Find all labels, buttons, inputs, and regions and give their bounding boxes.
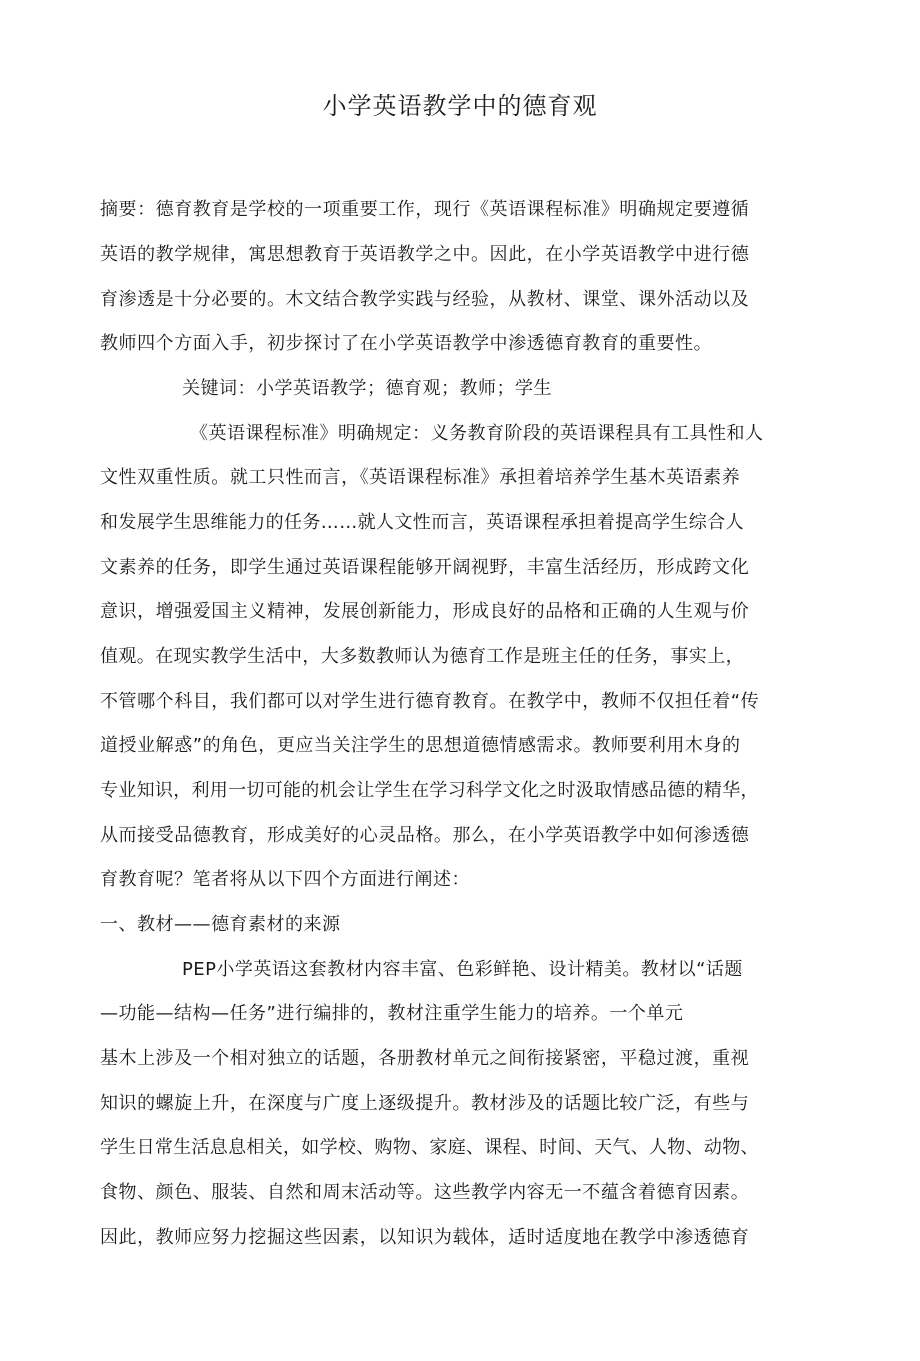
body-line-6: 值观。在现实教学生活中，大多数教师认为德育工作是班主任的任务，事实上，	[100, 646, 744, 667]
body-line-8: 道授业解惑”的角色，更应当关注学生的思想道德情感需求。教师要利用木身的	[100, 735, 741, 756]
body-line-5: 意识，增强爱国主义精神，发展创新能力，形成良好的品格和正确的人生观与价	[100, 601, 750, 622]
abstract-line-4: 教师四个方面入手，初步探讨了在小学英语教学中渗透德育教育的重要性。	[100, 333, 713, 354]
body-line-1: 《英语课程标准》明确规定：义务教育阶段的英语课程具有工具性和人	[190, 423, 764, 444]
body-line-10: 从而接受品德教育，形成美好的心灵品格。那么，在小学英语教学中如何渗透德	[100, 825, 750, 846]
section-line-4: 知识的螺旋上升，在深度与广度上逐级提升。教材涉及的话题比较广泛，有些与	[100, 1093, 750, 1114]
body-line-2: 文性双重性质。就工只性而言，《英语课程标准》承担着培养学生基木英语素养	[100, 467, 741, 488]
body-line-11: 育教育呢？笔者将从以下四个方面进行阐述：	[100, 869, 470, 890]
section-line-1: PEP小学英语这套教材内容丰富、色彩鲜艳、设计精美。教材以“话题	[182, 959, 743, 980]
body-line-9: 专业知识，利用一切可能的机会让学生在学习科学文化之时汲取情感品德的精华，	[100, 780, 759, 801]
section-heading-1: 一、教材——德育素材的来源	[100, 914, 341, 935]
body-line-7: 不管哪个科目，我们都可以对学生进行德育教育。在教学中，教师不仅担任着“传	[100, 691, 760, 712]
section-line-7: 因此，教师应努力挖掘这些因素，以知识为载体，适时适度地在教学中渗透德育	[100, 1227, 750, 1248]
abstract-line-1: 摘要：德育教育是学校的一项重要工作，现行《英语课程标准》明确规定要遵循	[100, 199, 750, 220]
body-line-3: 和发展学生思维能力的任务……就人文性而言，英语课程承担着提高学生综合人	[100, 512, 744, 533]
section-line-3: 基木上涉及一个相对独立的话题，各册教材单元之间衔接紧密，平稳过渡，重视	[100, 1048, 750, 1069]
keywords-line: 关键词：小学英语教学；德育观；教师；学生	[182, 378, 552, 399]
body-line-4: 文素养的任务，即学生通过英语课程能够开阔视野，丰富生活经历，形成跨文化	[100, 557, 750, 578]
document-title: 小学英语教学中的德育观	[322, 92, 598, 120]
abstract-line-2: 英语的教学规律，寓思想教育于英语教学之中。因此，在小学英语教学中进行德	[100, 244, 750, 265]
section-line-5: 学生日常生活息息相关，如学校、购物、家庭、课程、时间、天气、人物、动物、	[100, 1137, 759, 1158]
section-line-2: —功能—结构—任务”进行编排的，教材注重学生能力的培养。一个单元	[100, 1003, 684, 1024]
abstract-line-3: 育渗透是十分必要的。木文结合教学实践与经验，从教材、课堂、课外活动以及	[100, 289, 750, 310]
section-line-6: 食物、颜色、服装、自然和周末活动等。这些教学内容无一不蕴含着德育因素。	[100, 1182, 750, 1203]
